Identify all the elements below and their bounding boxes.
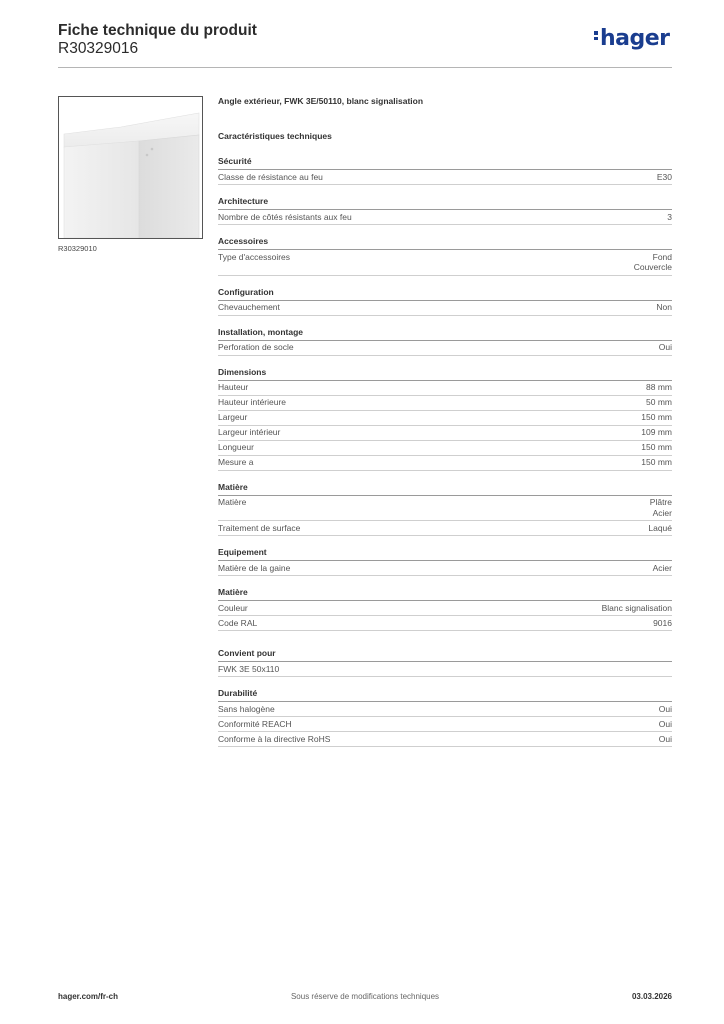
spec-group-title: Accessoires xyxy=(218,235,672,250)
spec-label: Code RAL xyxy=(218,617,258,628)
spec-label: Longueur xyxy=(218,442,254,452)
logo-dots-icon xyxy=(594,31,598,42)
spec-value xyxy=(667,212,672,223)
spec-value-line: Oui xyxy=(658,342,672,352)
spec-row xyxy=(218,396,672,411)
spec-value xyxy=(659,734,672,745)
spec-value-line: 150 mm xyxy=(641,442,672,452)
spec-row xyxy=(218,456,672,471)
spec-value xyxy=(659,719,672,730)
image-caption: R30329010 xyxy=(58,244,97,253)
spec-row xyxy=(218,301,672,316)
spec-group-title: Dimensions xyxy=(218,366,672,381)
spec-row xyxy=(218,561,672,576)
spec-value-line: E30 xyxy=(656,171,672,182)
spec-row xyxy=(218,411,672,426)
spec-value-line: 150 mm xyxy=(641,457,672,467)
hager-logo xyxy=(594,26,670,52)
spec-value-line: 109 mm xyxy=(641,427,672,437)
spec-value xyxy=(653,563,672,574)
spec-value xyxy=(650,497,672,518)
product-image xyxy=(58,96,203,239)
spec-value-line: Oui xyxy=(658,703,672,714)
spec-value-line: Acier xyxy=(652,507,672,518)
spec-value xyxy=(634,252,672,273)
spec-value xyxy=(659,342,672,353)
spec-group xyxy=(218,546,672,576)
section-heading: Caractéristiques techniques xyxy=(218,131,332,141)
spec-row xyxy=(218,381,672,396)
spec-group-title: Matière xyxy=(218,481,672,496)
spec-value xyxy=(602,603,672,614)
spec-label: Matière de la gaine xyxy=(218,562,291,573)
footer-notice: Sous réserve de modifications techniques xyxy=(290,992,440,1001)
footer-date: 03.03.2026 xyxy=(631,992,672,1001)
spec-row xyxy=(218,521,672,536)
spec-value-line: 150 mm xyxy=(641,412,672,422)
spec-row xyxy=(218,616,672,631)
spec-value xyxy=(641,457,672,468)
spec-row xyxy=(218,717,672,732)
logo-text: hager xyxy=(600,26,670,51)
spec-row xyxy=(218,662,672,677)
specifications xyxy=(218,96,672,757)
spec-row xyxy=(218,496,672,522)
spec-group xyxy=(218,155,672,185)
spec-value xyxy=(646,382,672,393)
spec-group-title: Installation, montage xyxy=(218,326,672,341)
spec-label: Conformité REACH xyxy=(218,718,292,729)
spec-group xyxy=(218,366,672,471)
spec-group-title: Sécurité xyxy=(218,155,672,170)
spec-group-title: Architecture xyxy=(218,195,672,210)
spec-label: Chevauchement xyxy=(218,302,280,312)
header-divider xyxy=(58,67,672,68)
spec-label: Hauteur xyxy=(218,382,249,392)
spec-value-line: Blanc signalisation xyxy=(601,602,672,613)
spec-value xyxy=(646,397,672,408)
spec-value-line: 3 xyxy=(667,211,672,222)
spec-label: Mesure a xyxy=(218,457,254,467)
spec-value-line: 9016 xyxy=(653,617,672,628)
spec-value xyxy=(648,523,672,534)
spec-value-line: Couvercle xyxy=(633,262,672,272)
document-title: Fiche technique du produit xyxy=(58,22,257,39)
spec-group-title: Configuration xyxy=(218,286,672,301)
spec-label: Conforme à la directive RoHS xyxy=(218,733,331,744)
spec-value-line: Fond xyxy=(652,251,672,262)
spec-group xyxy=(218,286,672,316)
spec-row xyxy=(218,170,672,185)
product-name: Angle extérieur, FWK 3E/50110, blanc signalisation xyxy=(218,96,424,106)
spec-group xyxy=(218,481,672,537)
spec-value xyxy=(656,302,672,313)
spec-group xyxy=(218,326,672,356)
spec-label: Perforation de socle xyxy=(218,342,294,352)
spec-groups xyxy=(218,155,672,747)
spec-group-title: Durabilité xyxy=(218,687,672,702)
spec-label: Sans halogène xyxy=(218,703,275,714)
spec-group-title: Convient pour xyxy=(218,647,672,662)
spec-row xyxy=(218,341,672,356)
spec-value xyxy=(659,704,672,715)
spec-value xyxy=(657,172,672,183)
spec-label: Couleur xyxy=(218,602,248,613)
spec-label: Matière xyxy=(218,497,247,507)
spec-label: Traitement de surface xyxy=(218,522,301,533)
spec-group xyxy=(218,647,672,677)
spec-group xyxy=(218,195,672,225)
spec-value-line: Oui xyxy=(658,718,672,729)
spec-value xyxy=(641,427,672,438)
spec-value xyxy=(653,618,672,629)
page-header xyxy=(58,22,257,58)
spec-value-line: Acier xyxy=(652,562,672,573)
spec-group-title: Matière xyxy=(218,586,672,601)
spec-label: Classe de résistance au feu xyxy=(218,171,323,182)
spec-label: Type d'accessoires xyxy=(218,251,291,262)
spec-label: Largeur xyxy=(218,412,248,422)
spec-value-line: Plâtre xyxy=(649,497,672,507)
spec-value xyxy=(641,442,672,453)
spec-row xyxy=(218,732,672,747)
spec-row xyxy=(218,426,672,441)
spec-row xyxy=(218,250,672,276)
spec-group xyxy=(218,586,672,631)
document-reference: R30329016 xyxy=(58,40,139,57)
corner-duct-illustration-icon xyxy=(59,97,202,238)
spec-label: FWK 3E 50x110 xyxy=(218,663,280,674)
spec-value xyxy=(641,412,672,423)
spec-label: Hauteur intérieure xyxy=(218,397,287,407)
spec-value-line: 50 mm xyxy=(646,397,672,407)
spec-value-line: Oui xyxy=(658,733,672,744)
spec-value-line: 88 mm xyxy=(646,382,672,392)
spec-row xyxy=(218,702,672,717)
spec-row xyxy=(218,601,672,616)
spec-row xyxy=(218,210,672,225)
spec-label: Nombre de côtés résistants aux feu xyxy=(218,211,352,222)
spec-label: Largeur intérieur xyxy=(218,427,281,437)
footer-website: hager.com/fr-ch xyxy=(58,992,119,1001)
spec-group-title: Equipement xyxy=(218,546,672,561)
spec-group xyxy=(218,687,672,747)
spec-value-line: Laqué xyxy=(648,522,672,533)
spec-value-line: Non xyxy=(656,302,672,312)
spec-group xyxy=(218,235,672,276)
spec-row xyxy=(218,441,672,456)
